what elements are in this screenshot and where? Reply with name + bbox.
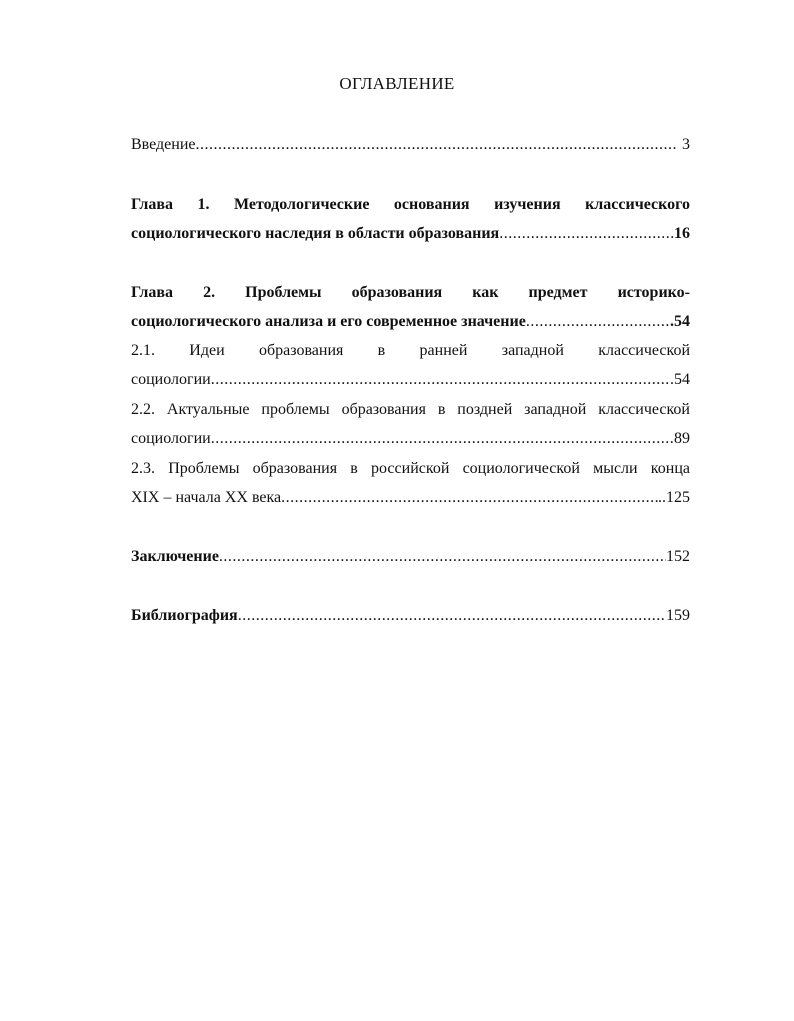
- toc-entry-chapter1-line1: Глава 1. Методологические основания изучения классического: [131, 196, 690, 213]
- dot-leader: [281, 486, 658, 510]
- dot-leader: [499, 222, 674, 246]
- toc-entry-label: социологии: [131, 430, 211, 447]
- dot-leader: [526, 310, 670, 334]
- toc-entry-bibliography: [131, 604, 690, 628]
- toc-entry-label: социологии: [131, 371, 211, 388]
- dot-leader: [211, 427, 674, 451]
- toc-entry-chapter2-line2: [131, 310, 690, 334]
- toc-entry-label: социологического анализа и его современное значение: [131, 313, 526, 330]
- toc-entry-label: XIX – начала XX века: [131, 489, 282, 506]
- toc-entry-label: социологического наследия в области образования: [131, 225, 500, 242]
- toc-page-number: .54: [670, 371, 690, 388]
- toc-entry-section22-line2: [131, 427, 690, 451]
- toc-entry-section21-line2: [131, 368, 690, 392]
- toc-page-number: 159: [666, 607, 690, 624]
- toc-entry-label: Введение: [131, 136, 196, 153]
- toc-entry-section21-line1: 2.1. Идеи образования в ранней западной классической: [131, 342, 690, 359]
- toc-page-number: 16: [674, 225, 690, 242]
- toc-page-number: .54: [670, 313, 690, 330]
- toc-page-number: ..125: [658, 489, 690, 506]
- toc-page-number: 152: [666, 548, 690, 565]
- toc-entry-section23-line1: 2.3. Проблемы образования в российской социологической мысли конца: [131, 460, 690, 477]
- toc-entry-chapter1-line2: [131, 222, 690, 246]
- toc-entry-chapter2-line1: Глава 2. Проблемы образования как предмет историко-: [131, 284, 690, 301]
- dot-leader: [219, 545, 666, 569]
- dot-leader: [238, 604, 666, 628]
- page-title: ОГЛАВЛЕНИЕ: [339, 74, 455, 93]
- toc-entry-intro: [131, 133, 690, 157]
- toc-entry-section22-line1: 2.2. Актуальные проблемы образования в поздней западной классической: [131, 401, 690, 418]
- toc-entry-label: Библиография: [131, 607, 238, 624]
- dot-leader: [211, 368, 670, 392]
- toc-entry-conclusion: [131, 545, 690, 569]
- toc-page-number: 89: [674, 430, 690, 447]
- dot-leader: [196, 133, 677, 157]
- toc-page-number: 3: [682, 136, 690, 153]
- toc-entry-label: Заключение: [131, 548, 219, 565]
- toc-entry-section23-line2: [131, 486, 690, 510]
